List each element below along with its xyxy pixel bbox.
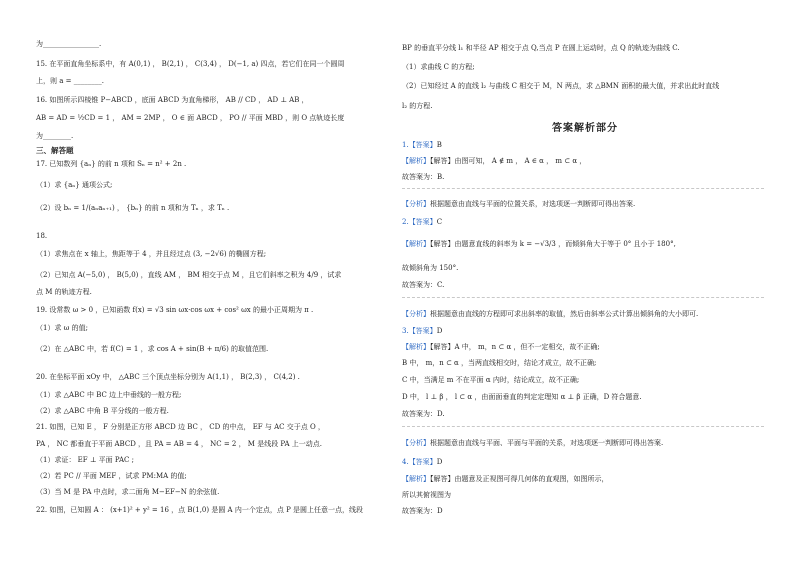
q22-cont: BP 的垂直平分线 l₁ 和半径 AP 相交于点 Q,当点 P 在圆上运动时，点 Q 的轨迹为曲线 C. xyxy=(402,44,680,52)
answer-1-jiexi-label: 【解析】 xyxy=(402,157,430,165)
q21-part3: （3）当 M 是 PA 中点时，求二面角 M−EF−N 的余弦值. xyxy=(36,488,220,496)
answer-3-jiexi-text: 【解答】A 中， m，n ⊂ α ，但不一定相交，故不正确; xyxy=(430,343,600,351)
answer-2-conclusion: 故答案为：C. xyxy=(402,281,445,289)
q15-line2: 上，则 a = ________. xyxy=(36,77,104,85)
answer-1-jiexi xyxy=(402,157,586,166)
answer-2-value: C xyxy=(436,218,443,226)
answer-3-line-d: D 中， l ⊥ β ， l ⊂ α ，由面面垂直的判定定理知 α ⊥ β 正确，D 符合题意. xyxy=(402,393,642,401)
answer-1-fenxi-text: 根据题意由直线与平面的位置关系，对选项逐一判断即可得出答案. xyxy=(430,200,636,208)
q18-stem: 18. xyxy=(36,232,48,240)
answer-1-num: 1. xyxy=(402,141,409,149)
answer-3 xyxy=(402,327,442,336)
answer-3-label: 【答案】 xyxy=(408,327,437,335)
answer-1 xyxy=(402,141,442,150)
answer-2-jiexi-text: 【解答】由题意直线的斜率为 k = −√3/3 ，而倾斜角大于等于 0° 且小于 180°, xyxy=(430,240,676,248)
q16-line2: AB = AD = ½CD = 1 ， AM = 2MP ， O ∈ 面 ABCD ， PO // 平面 MBD ，则 O 点轨迹长度 xyxy=(36,114,345,122)
section-heading: 三、解答题 xyxy=(36,146,74,155)
answer-2 xyxy=(402,218,442,227)
answer-2-jiexi xyxy=(402,240,676,249)
answer-4-conclusion: 故答案为：D xyxy=(402,507,443,515)
q19-stem: 19. 设常数 ω > 0 ，已知函数 f(x) = √3 sin ωx·cos ωx + cos² ωx 的最小正周期为 π . xyxy=(36,306,314,314)
answer-2-num: 2. xyxy=(402,218,409,226)
answer-3-num: 3. xyxy=(402,327,409,335)
answer-3-fenxi-text: 根据题意由直线与平面、平面与平面的关系，对选项逐一判断即可得出答案. xyxy=(430,439,664,447)
q17-part1: （1）求 {aₙ} 通项公式; xyxy=(36,181,113,189)
answer-4-value: D xyxy=(436,458,443,466)
answer-1-fenxi-label: 【分析】 xyxy=(402,200,430,208)
answer-1-jiexi-text: 【解答】由图可知， A ∉ m ， A ∈ α ， m ⊂ α ， xyxy=(430,157,587,165)
answer-1-fenxi xyxy=(402,200,635,209)
answer-1-label: 【答案】 xyxy=(408,141,437,149)
q15-line1: 15. 在平面直角坐标系中，有 A(0,1) ， B(2,1) ， C(3,4) ， D(−1, a) 四点，若它们在同一个圆周 xyxy=(36,60,345,68)
q20-part2: （2）求 △ABC 中角 B 平分线的一般方程. xyxy=(36,407,169,415)
right-column xyxy=(402,0,764,561)
q21-part1: （1）求证： EF ⊥ 平面 PAC ; xyxy=(36,456,134,464)
separator xyxy=(402,297,764,298)
answer-3-fenxi xyxy=(402,439,663,448)
answer-4-line2: 所以其俯视图为 xyxy=(402,491,451,499)
q16-line1: 16. 如图所示四棱锥 P−ABCD ，底面 ABCD 为直角梯形， AB // CD ， AD ⊥ AB ， xyxy=(36,96,309,104)
q16-line3: 为________. xyxy=(36,132,74,140)
answer-2-jiexi-label: 【解析】 xyxy=(402,240,430,248)
q22-part2-cont: l₂ 的方程. xyxy=(402,102,433,110)
answer-3-conclusion: 故答案为：D. xyxy=(402,410,445,418)
answer-3-line-c: C 中，当满足 m 不在平面 α 内时，结论成立，故不正确; xyxy=(402,376,580,384)
answer-2-fenxi-label: 【分析】 xyxy=(402,310,430,318)
answer-2-fenxi-text: 根据题意由直线的方程即可求出斜率的取值，然后由斜率公式计算出倾斜角的大小即可. xyxy=(430,310,699,318)
q22-part2: （2）已知经过 A 的直线 l₂ 与曲线 C 相交于 M，N 两点，求 △BMN 面积的最大值，并求出此时直线 xyxy=(402,82,720,90)
answer-3-jiexi-label: 【解析】 xyxy=(402,343,430,351)
answer-4-num: 4. xyxy=(402,458,409,466)
answer-2-line2: 故倾斜角为 150°. xyxy=(402,264,459,272)
q19-part1: （1）求 ω 的值; xyxy=(36,324,88,332)
q21-stem-cont: PA ， NC 都垂直于平面 ABCD ，且 PA = AB = 4 ， NC = 2 ， M 是线段 PA 上一动点. xyxy=(36,440,322,448)
q21-stem: 21. 如图，已知 E ， F 分别是正方形 ABCD 边 BC ， CD 的中点， EF 与 AC 交于点 O ， xyxy=(36,423,325,431)
q18-part2: （2）已知点 A(−5,0) ， B(5,0) ，直线 AM ， BM 相交于点 M ，且它们斜率之积为 4/9 ，试求 xyxy=(36,271,342,279)
q14-tail: 为________________. xyxy=(36,40,102,48)
answer-section-title: 答案解析部分 xyxy=(552,123,618,134)
q18-part2-cont: 点 M 的轨迹方程. xyxy=(36,288,92,296)
left-column xyxy=(36,0,388,561)
q19-part2: （2）在 △ABC 中，若 f(C) = 1 ，求 cos A + sin(B + π/6) 的取值范围. xyxy=(36,345,269,353)
q22-part1: （1）求曲线 C 的方程; xyxy=(402,63,475,71)
answer-2-label: 【答案】 xyxy=(408,218,437,226)
answer-3-line-b: B 中， m，n ⊂ α ，当两直线相交时，结论才成立，故不正确; xyxy=(402,359,597,367)
q21-part2: （2）若 PC // 平面 MEF ，试求 PM:MA 的值; xyxy=(36,472,187,480)
q20-part1: （1）求 △ABC 中 BC 边上中垂线的一般方程; xyxy=(36,391,182,399)
answer-4-jiexi xyxy=(402,475,609,484)
q20-stem: 20. 在坐标平面 xOy 中， △ABC 三个顶点坐标分别为 A(1,1) ， B(2,3) ， C(4,2) . xyxy=(36,373,300,381)
answer-3-value: D xyxy=(436,327,443,335)
q17-part2: （2）设 bₙ = 1/(aₙaₙ₊₁) ， {bₙ} 的前 n 项和为 Tₙ ，求 Tₙ . xyxy=(36,204,230,212)
answer-1-conclusion: 故答案为：B. xyxy=(402,173,445,181)
q17-stem: 17. 已知数列 {aₙ} 的前 n 项和 Sₙ = n² + 2n . xyxy=(36,160,187,168)
answer-2-fenxi xyxy=(402,310,698,319)
answer-3-fenxi-label: 【分析】 xyxy=(402,439,430,447)
q18-part1: （1）求焦点在 x 轴上，焦距等于 4 ，并且经过点 (3, −2√6) 的椭圆方程; xyxy=(36,250,267,258)
separator xyxy=(402,426,764,427)
q22-stem: 22. 如图，已知圆 A ： (x+1)² + y² = 16 ，点 B(1,0) 是圆 A 内一个定点，点 P 是圆上任意一点，线段 xyxy=(36,506,363,514)
answer-4-jiexi-label: 【解析】 xyxy=(402,475,430,483)
answer-3-jiexi xyxy=(402,343,600,352)
answer-4-jiexi-text: 【解答】由题意及正视图可得几何体的直观图，如图所示， xyxy=(430,475,609,483)
separator xyxy=(402,188,764,189)
answer-1-value: B xyxy=(436,141,442,149)
answer-4-label: 【答案】 xyxy=(408,458,437,466)
answer-4 xyxy=(402,458,442,467)
